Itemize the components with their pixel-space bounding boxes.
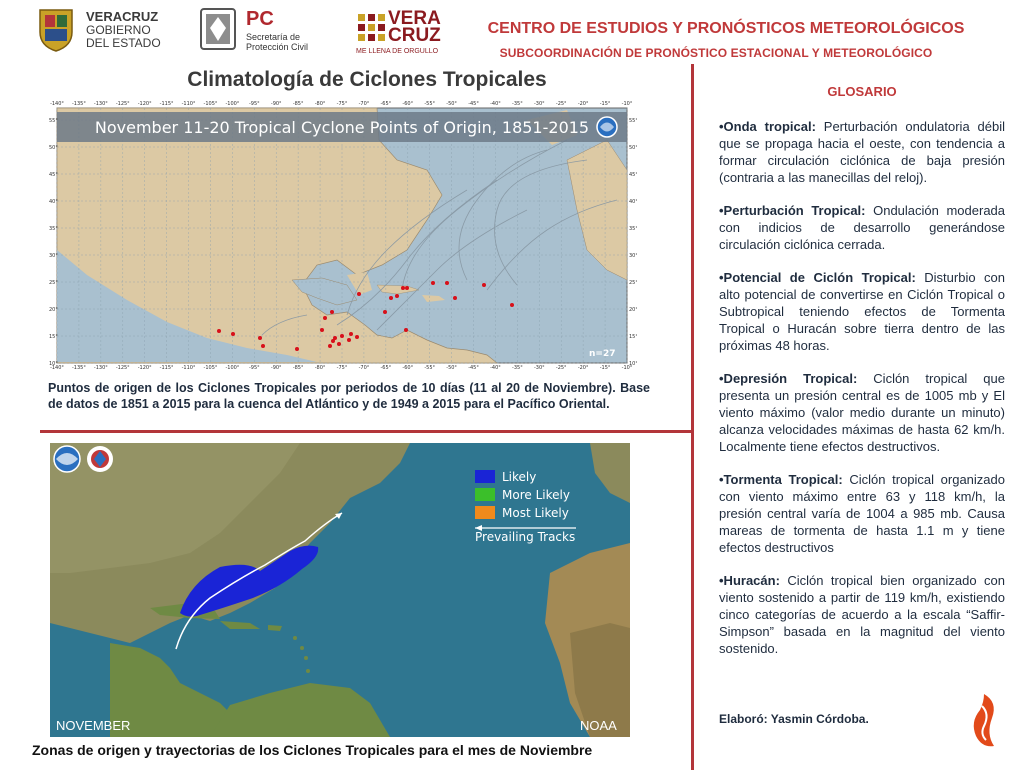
lat-tick-label: 15° [49, 334, 58, 340]
cyclone-origin-point [258, 336, 262, 340]
cyclone-origin-point [405, 286, 409, 290]
lon-tick-label: -140° [50, 101, 64, 107]
lon-tick-label: -110° [181, 365, 196, 370]
glossary-term: •Potencial de Ciclón Tropical: [719, 270, 916, 285]
cyclone-origin-point [355, 335, 359, 339]
month-label: NOVEMBER [56, 718, 131, 733]
main-title: Climatología de Ciclones Tropicales [187, 68, 547, 91]
lon-tick-label: -95° [248, 101, 260, 107]
glossary-entry [719, 572, 1005, 657]
cyclone-zones-map [50, 443, 630, 737]
lon-tick-label: -15° [599, 101, 611, 107]
cyclone-origin-point [347, 338, 351, 342]
cyclone-origin-point [261, 344, 265, 348]
lon-tick-label: -95° [248, 365, 260, 370]
proteccion-civil-logo [198, 6, 328, 58]
lon-tick-label: -110° [181, 101, 196, 107]
lon-tick-label: -100° [225, 365, 240, 370]
lon-tick-label: -75° [336, 101, 348, 107]
glossary-entry [719, 370, 1005, 455]
lat-tick-label: 20° [49, 307, 58, 313]
glossary-term: •Perturbación Tropical: [719, 203, 866, 218]
lon-tick-label: -45° [468, 365, 479, 370]
cyclone-origin-point [431, 281, 435, 285]
glossary-entry [719, 471, 1005, 556]
cyclone-origin-point [510, 303, 514, 307]
lon-tick-label: -40° [490, 101, 501, 107]
lon-tick-label: -125° [115, 365, 130, 370]
cyclone-origin-point [389, 296, 393, 300]
lat-tick-label: 25° [629, 280, 637, 286]
lon-tick-label: -120° [137, 101, 152, 107]
lon-tick-label: -140° [50, 365, 64, 370]
lon-tick-label: -50° [446, 101, 457, 107]
legend-label: Likely [502, 470, 537, 484]
brand-line1: VERA [388, 8, 441, 29]
cyclone-origin-point [357, 292, 361, 296]
lon-tick-label: -15° [599, 365, 611, 370]
lon-tick-label: -25° [555, 101, 567, 107]
pc-title: PC [246, 8, 274, 30]
veracruz-logo-line1: VERACRUZ [86, 9, 159, 24]
lon-tick-label: -20° [577, 365, 589, 370]
lat-tick-label: 15° [629, 334, 637, 340]
lon-tick-label: -35° [512, 365, 523, 370]
cyclone-origin-point [383, 310, 387, 314]
lat-tick-label: 50° [49, 145, 58, 151]
lon-tick-label: -55° [424, 101, 436, 107]
count-label: n=27 [589, 349, 616, 359]
cyclone-origin-map-svg [47, 100, 637, 370]
lon-tick-label: -70° [358, 365, 370, 370]
cyclone-origin-point [340, 334, 344, 338]
vertical-divider [691, 64, 694, 770]
lon-tick-label: -70° [358, 101, 370, 107]
lat-tick-label: 45° [49, 172, 58, 178]
brand-line2: CRUZ [388, 25, 441, 46]
lat-tick-label: 50° [629, 145, 637, 151]
lat-tick-label: 40° [49, 199, 58, 205]
lon-tick-label: -10° [621, 101, 633, 107]
lon-tick-label: -115° [159, 365, 174, 370]
horizontal-divider [40, 430, 694, 433]
lon-tick-label: -20° [577, 101, 589, 107]
national-weather-service-logo-icon [87, 446, 113, 472]
cyclone-origin-point [330, 310, 334, 314]
glossary-definition: Ciclón tropical bien organizado con viento sostenido a partir de 119 km/h, existiendo cinco categorías de acuerdo a la escala “Saffir-Simpson” basada en la magnitud del viento sostenido. [719, 573, 1005, 656]
legend-label: More Likely [502, 488, 570, 502]
lon-tick-label: -25° [555, 365, 567, 370]
lon-tick-label: -75° [336, 365, 348, 370]
lat-tick-label: 10° [629, 361, 637, 367]
lon-tick-label: -85° [292, 365, 304, 370]
glossary-definition: Ciclón tropical organizado con viento máximo entre 63 y 118 km/h, la presión central varía de 1004 a 985 mb. Causa mareas de tormenta de hasta 1.1 m y tiene efectos destructivos [719, 472, 1005, 555]
veracruz-logo-line2: GOBIERNO [86, 23, 151, 37]
lon-tick-label: -50° [446, 365, 457, 370]
lon-tick-label: -105° [203, 101, 218, 107]
cyclone-origin-point [482, 283, 486, 287]
lon-tick-label: -80° [314, 365, 326, 370]
lon-tick-label: -105° [203, 365, 218, 370]
pc-line2: Protección Civil [246, 42, 309, 52]
pc-line1: Secretaría de [246, 32, 301, 42]
glossary-term: •Tormenta Tropical: [719, 472, 843, 487]
glossary-entry [719, 118, 1005, 186]
noaa-logo-icon [54, 446, 80, 472]
lon-tick-label: -80° [314, 101, 326, 107]
cyclone-origin-point [445, 281, 449, 285]
lat-tick-label: 20° [629, 307, 637, 313]
lat-tick-label: 40° [629, 199, 637, 205]
cyclone-origin-point [231, 332, 235, 336]
veracruz-pattern-icon [356, 12, 386, 42]
lon-tick-label: -35° [512, 101, 523, 107]
cyclone-origin-point [453, 296, 457, 300]
lon-tick-label: -40° [490, 365, 501, 370]
glossary-term: •Onda tropical: [719, 119, 816, 134]
lon-tick-label: -60° [402, 365, 414, 370]
glossary-definition: Ondulación moderada con indicios de desarrollo generándose circulación ciclónica cerrada. [719, 203, 1006, 252]
lon-tick-label: -55° [424, 365, 436, 370]
cyclone-origin-point [404, 328, 408, 332]
legend-label: Most Likely [502, 506, 569, 520]
lat-tick-label: 55° [49, 118, 58, 124]
cyclone-origin-point [323, 316, 327, 320]
lon-tick-label: -65° [380, 365, 392, 370]
lon-tick-label: -90° [270, 365, 282, 370]
lon-tick-label: -65° [380, 101, 392, 107]
cyclone-origin-point [337, 342, 341, 346]
center-subtitle: SUBCOORDINACIÓN DE PRONÓSTICO ESTACIONAL Y METEOROLÓGICO [499, 46, 933, 60]
glossary-list [719, 118, 1005, 673]
lon-tick-label: -135° [71, 101, 86, 107]
glossary-term: •Depresión Tropical: [719, 371, 858, 386]
map2-caption: Zonas de origen y trayectorias de los Ciclones Tropicales para el mes de Noviembre [32, 742, 593, 758]
glossary-entry [719, 269, 1005, 354]
lat-tick-label: 30° [49, 253, 58, 259]
lon-tick-label: -130° [93, 365, 108, 370]
lon-tick-label: -85° [292, 101, 304, 107]
lon-tick-label: -120° [137, 365, 152, 370]
coat-of-arms-icon [36, 6, 76, 52]
glossary-definition: Ciclón tropical que presenta un presión central es de 1005 mb y El viento máximo (valor medio durante un minuto) alcanza velocidades máximas de hasta 62 km/h. Localmente tiene efectos destructivos. [719, 371, 1005, 454]
cyclone-origin-point [295, 347, 299, 351]
glossary-definition: Disturbio con alto potencial de convertirse en Ciclón Tropical o Subtropical teniendo efectos de Tormenta Tropical o Huracán sobre tierra dentro de las próximas 48 horas. [719, 270, 1005, 353]
center-title: CENTRO DE ESTUDIOS Y PRONÓSTICOS METEOROLÓGICOS [487, 20, 965, 37]
legend-swatch [475, 506, 495, 519]
lat-tick-label: 10° [49, 361, 58, 367]
cyclone-origin-point [217, 329, 221, 333]
cyclone-zones-map-svg [50, 443, 630, 737]
lon-tick-label: -60° [402, 101, 414, 107]
lon-tick-label: -130° [93, 101, 108, 107]
lat-tick-label: 25° [49, 280, 58, 286]
legend-swatch [475, 470, 495, 483]
lat-tick-label: 35° [49, 226, 58, 232]
glossary-heading: GLOSARIO [827, 84, 897, 99]
glossary-entry [719, 202, 1005, 253]
brand-tagline: ME LLENA DE ORGULLO [356, 48, 439, 55]
proteccion-civil-emblem-icon [198, 6, 238, 52]
cyclone-origin-point [320, 328, 324, 332]
noaa-nhc-icon [597, 117, 617, 137]
map1-caption: Puntos de origen de los Ciclones Tropicales por periodos de 10 días (11 al 20 de Noviembre). Base de datos de 1851 a 2015 para la cuenca del Atlántico y de 1949 a 2015 para el Pacífico Oriental. [48, 381, 650, 411]
cyclone-origin-point [401, 286, 405, 290]
lat-tick-label: 45° [629, 172, 637, 178]
cyclone-origin-point [349, 332, 353, 336]
author-credit: Elaboró: Yasmin Córdoba. [719, 712, 869, 726]
lon-tick-label: -125° [115, 101, 130, 107]
prevailing-tracks-label: Prevailing Tracks [475, 530, 576, 544]
lat-tick-label: 35° [629, 226, 637, 232]
map-banner-title: November 11-20 Tropical Cyclone Points of Origin, 1851-2015 [94, 118, 590, 137]
lon-tick-label: -10° [621, 365, 633, 370]
lon-tick-label: -30° [533, 101, 545, 107]
lon-tick-label: -135° [71, 365, 86, 370]
source-label: NOAA [580, 718, 617, 733]
lon-tick-label: -30° [533, 365, 545, 370]
lon-tick-label: -115° [159, 101, 174, 107]
lat-tick-label: 30° [629, 253, 637, 259]
proteccion-civil-swirl-logo [964, 688, 1004, 764]
lon-tick-label: -90° [270, 101, 282, 107]
veracruz-logo-line3: DEL ESTADO [86, 36, 161, 50]
veracruz-brand-logo [356, 10, 466, 60]
cyclone-origin-point [328, 344, 332, 348]
lon-tick-label: -45° [468, 101, 479, 107]
lat-tick-label: 55° [629, 118, 637, 124]
cyclone-origin-map [47, 100, 637, 370]
glossary-term: •Huracán: [719, 573, 780, 588]
legend-swatch [475, 488, 495, 501]
glossary-definition: Perturbación ondulatoria débil que se propaga hacia el oeste, con tendencia a formar circulación ciclónica de baja presión (contraria a las manecillas del reloj). [719, 119, 1005, 185]
cyclone-origin-point [333, 336, 337, 340]
lon-tick-label: -100° [225, 101, 240, 107]
cyclone-origin-point [395, 294, 399, 298]
